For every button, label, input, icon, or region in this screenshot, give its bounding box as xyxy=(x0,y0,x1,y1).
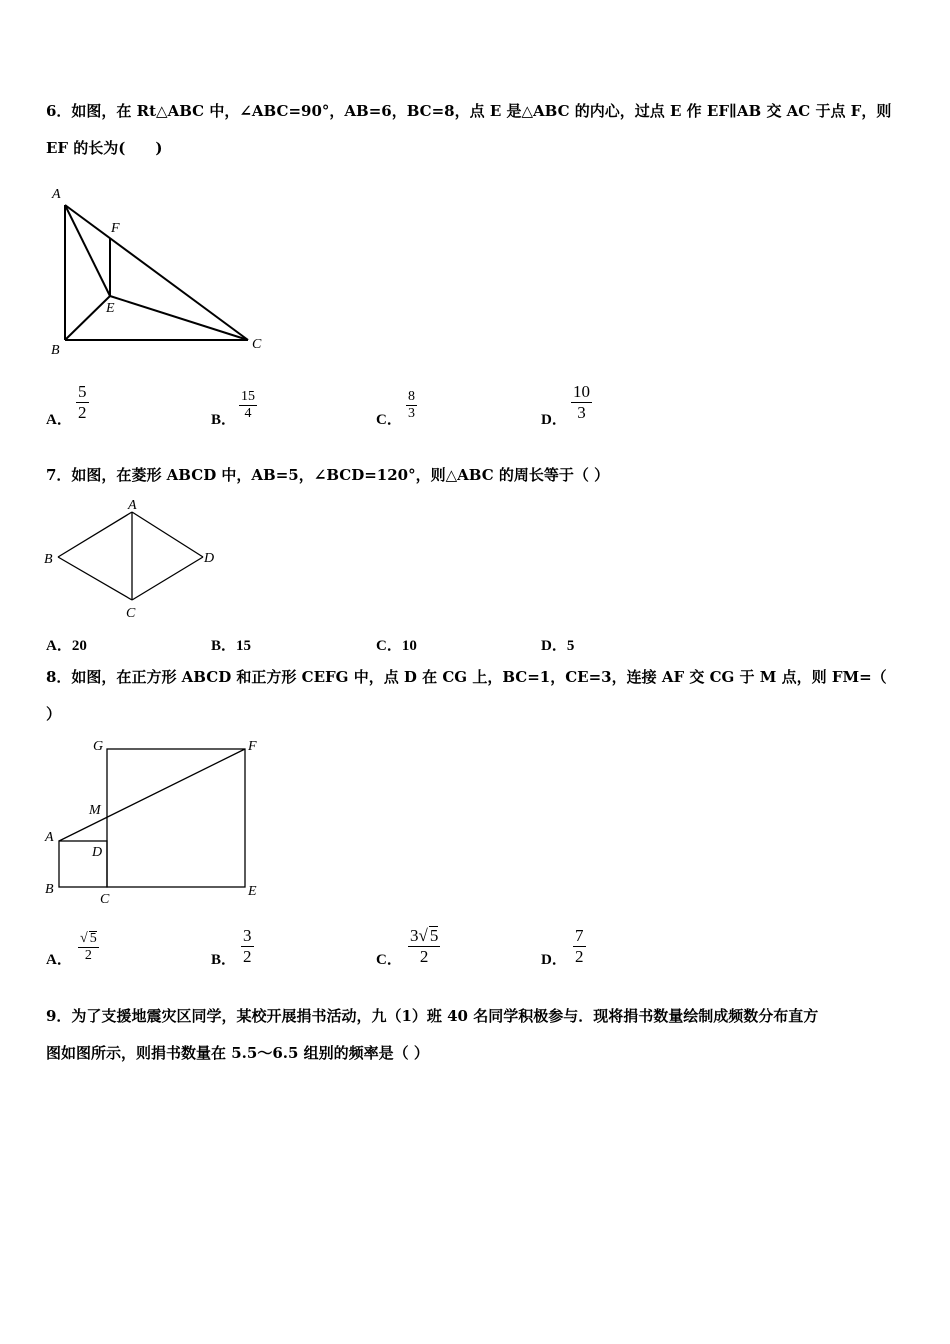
option-label: C． xyxy=(376,952,402,968)
question-6-option-d[interactable] xyxy=(541,382,691,432)
label-e: E xyxy=(106,301,115,316)
question-8-figure xyxy=(40,730,270,910)
option-label: C． xyxy=(376,638,402,654)
option-label: B． xyxy=(211,412,237,428)
question-8-option-c[interactable] xyxy=(376,926,526,976)
label-m: M xyxy=(89,803,101,818)
option-label: A． xyxy=(46,638,72,654)
option-label: D． xyxy=(541,952,567,968)
option-value: 10 xyxy=(401,638,417,654)
option-value: 15 xyxy=(236,638,252,654)
option-fraction: $\frac{√ 5}{2}$ xyxy=(80,931,97,964)
label-c: C xyxy=(252,337,262,352)
rhombus-abcd-diagram xyxy=(40,495,230,625)
segment-ce xyxy=(110,296,248,340)
label-a: A xyxy=(52,187,61,202)
label-b: B xyxy=(45,882,54,897)
question-8-option-d[interactable] xyxy=(541,926,691,976)
question-8-line-1: 8．如图，在正方形 ABCD 和正方形 CEFG 中，点 D 在 CG 上，BC=1，CE=3，连接 AF 交 CG 于 M 点，则 FM=（ xyxy=(46,668,887,686)
option-fraction: $\frac{3√ 5}{2}$ xyxy=(410,926,439,966)
question-7-option-a[interactable] xyxy=(46,634,87,655)
question-7-stem xyxy=(46,457,906,494)
question-9-stem xyxy=(46,998,906,1072)
question-7-option-d[interactable] xyxy=(541,634,574,655)
segment-da xyxy=(132,512,203,557)
question-7-figure xyxy=(40,495,230,625)
option-value: 5 xyxy=(566,638,575,654)
label-f: F xyxy=(248,739,257,754)
option-label: D． xyxy=(541,412,567,428)
label-e: E xyxy=(248,884,257,899)
question-6-line-2: EF 的长为( ) xyxy=(46,139,163,157)
label-b: B xyxy=(44,552,53,567)
segment-ac xyxy=(65,205,248,340)
option-label: B． xyxy=(211,638,237,654)
option-label: B． xyxy=(211,952,237,968)
question-7-option-b[interactable] xyxy=(211,634,251,655)
label-b: B xyxy=(51,343,60,358)
label-c: C xyxy=(100,892,110,907)
option-value: 20 xyxy=(71,638,87,654)
label-d: D xyxy=(92,845,103,860)
segment-bc xyxy=(58,557,132,600)
option-fraction: $\frac{3}{2}$ xyxy=(243,926,252,966)
question-7-line-1: 7．如图，在菱形 ABCD 中，AB=5，∠BCD=120°，则△ABC 的周长等于（ ） xyxy=(46,466,610,484)
question-7-option-c[interactable] xyxy=(376,634,417,655)
label-c: C xyxy=(126,606,136,621)
question-6-stem xyxy=(46,93,906,167)
option-fraction: $\frac{15}{4}$ xyxy=(241,389,255,422)
option-fraction: $\frac{5}{2}$ xyxy=(78,382,87,422)
option-label: A． xyxy=(46,412,72,428)
option-label: C． xyxy=(376,412,402,428)
option-fraction: $\frac{7}{2}$ xyxy=(575,926,584,966)
segment-be xyxy=(65,296,110,340)
question-6-figure xyxy=(40,180,280,360)
segment-ae xyxy=(65,205,110,296)
label-d: D xyxy=(204,551,215,566)
segment-ab xyxy=(58,512,132,557)
option-fraction: $\frac{8}{3}$ xyxy=(408,389,415,422)
question-9-line-2: 图如图所示，则捐书数量在 5.5～6.5 组别的频率是（ ） xyxy=(46,1044,429,1062)
two-squares-diagram xyxy=(40,730,270,910)
question-6-option-a[interactable] xyxy=(46,382,196,432)
question-6-line-1: 6．如图，在 Rt△ABC 中，∠ABC=90°，AB=6，BC=8，点 E 是△ABC 的内心，过点 E 作 EF∥AB 交 AC 于点 F，则 xyxy=(46,102,892,120)
segment-cd xyxy=(132,557,203,600)
question-6-option-c[interactable] xyxy=(376,382,526,432)
square-cefg xyxy=(107,749,245,887)
label-f: F xyxy=(111,221,120,236)
question-9-line-1: 9．为了支援地震灾区同学，某校开展捐书活动，九（1）班 40 名同学积极参与．现将捐书数量绘制成频数分布直方 xyxy=(46,1007,819,1025)
segment-af xyxy=(59,749,245,841)
question-6-option-b[interactable] xyxy=(211,382,361,432)
option-fraction: $\frac{10}{3}$ xyxy=(573,382,590,422)
question-8-option-b[interactable] xyxy=(211,926,361,976)
option-label: A． xyxy=(46,952,72,968)
question-8-line-2: ） xyxy=(46,705,62,723)
label-a: A xyxy=(128,498,137,513)
label-g: G xyxy=(93,739,104,754)
option-label: D． xyxy=(541,638,567,654)
label-a: A xyxy=(45,830,54,845)
triangle-abc-diagram xyxy=(40,180,280,360)
question-8-option-a[interactable] xyxy=(46,926,196,976)
question-8-stem xyxy=(46,659,906,733)
